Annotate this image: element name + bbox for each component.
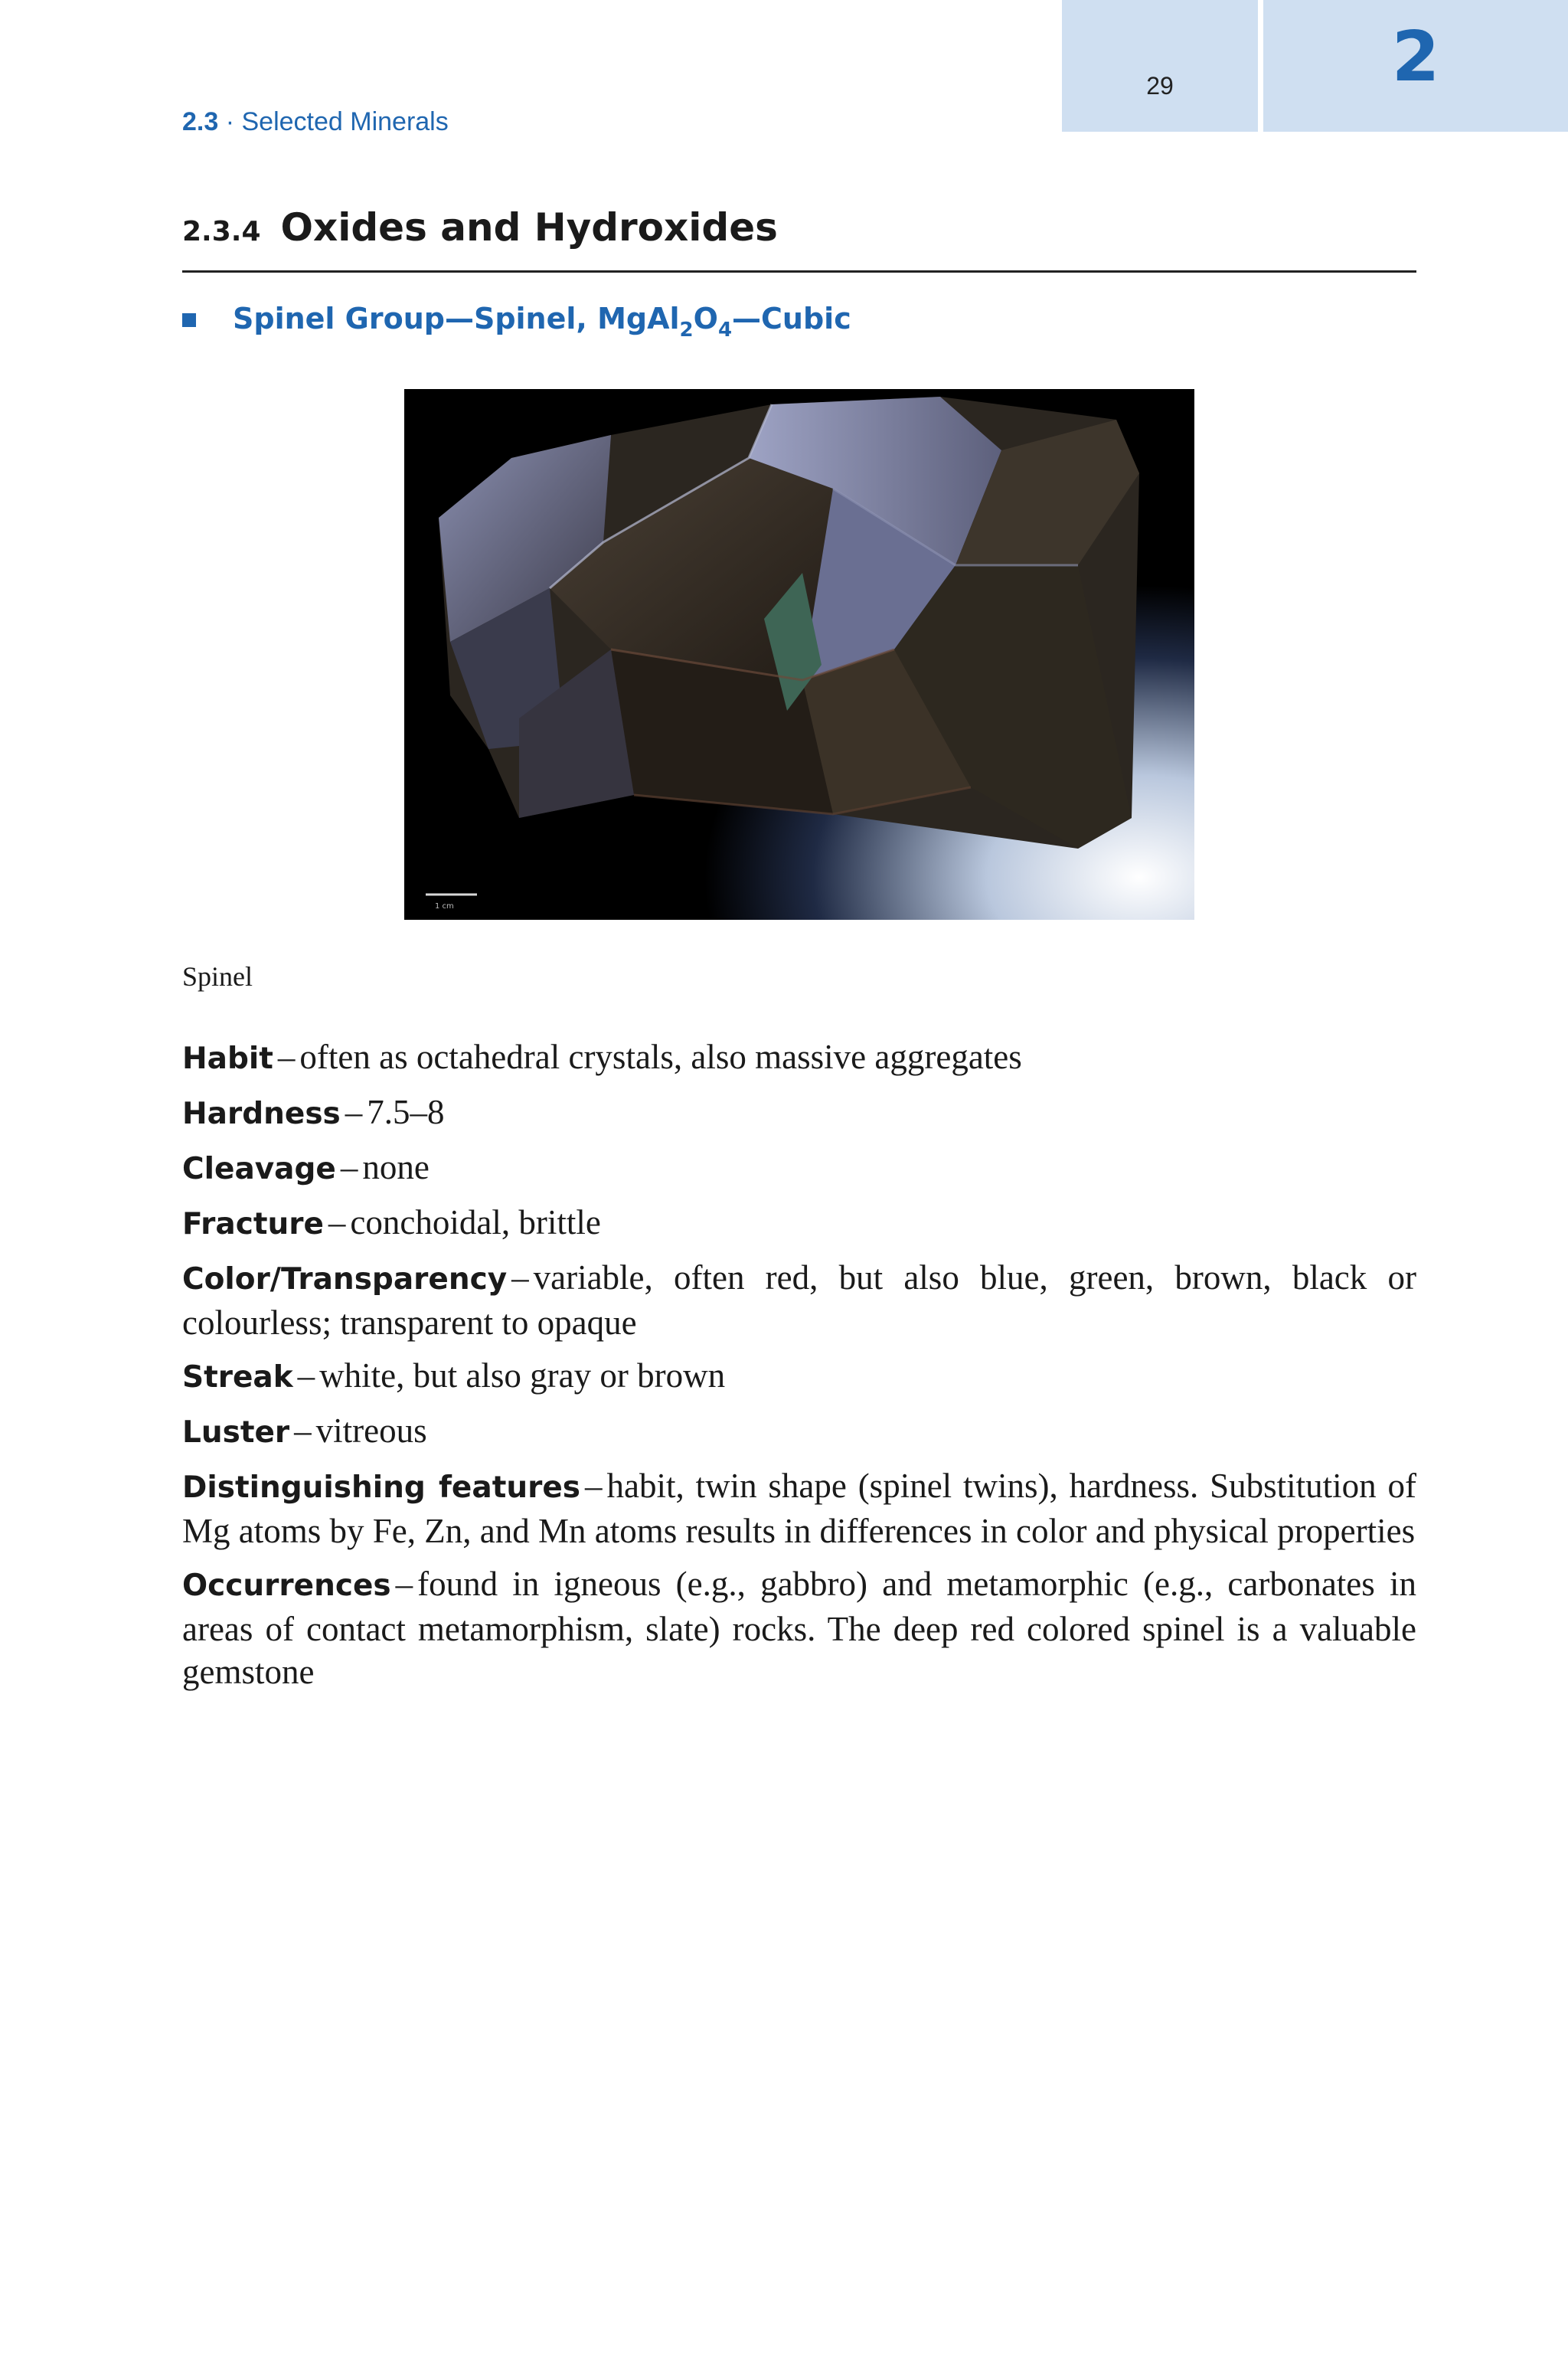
subsection-title bbox=[233, 302, 851, 342]
property-term: Fracture bbox=[182, 1207, 324, 1241]
property-text: conchoidal, brittle bbox=[350, 1203, 601, 1241]
chapter-number: 2 bbox=[1391, 17, 1440, 97]
running-head-separator: · bbox=[218, 107, 242, 136]
property-text: habit, twin shape (spinel twins), hardness. Substitution of Mg atoms by Fe, Zn, and Mn atoms results in differences in color and physical properties bbox=[182, 1467, 1416, 1550]
running-head-title: Selected Minerals bbox=[241, 107, 449, 136]
property-luster: Luster – vitreous bbox=[182, 1411, 427, 1450]
property-habit: Habit – often as octahedral crystals, also massive aggregates bbox=[182, 1038, 1022, 1076]
figure-caption: Spinel bbox=[182, 961, 253, 992]
property-color-transparency: Color/Transparency – variable, often red, but also blue, green, brown, black or colourless; transparent to opaque bbox=[182, 1258, 1416, 1342]
property-text: vitreous bbox=[315, 1411, 427, 1450]
subsection-title-part1: Spinel Group—Spinel, MgAl bbox=[233, 302, 680, 335]
property-hardness: Hardness – 7.5–8 bbox=[182, 1093, 445, 1131]
spinel-crystal-illustration bbox=[404, 389, 1194, 920]
property-text: variable, often red, but also blue, green, brown, black or colourless; transparent to opaque bbox=[182, 1258, 1416, 1342]
section-heading bbox=[182, 205, 1416, 250]
property-text: found in igneous (e.g., gabbro) and metamorphic (e.g., carbonates in areas of contact metamorphism, slate) rocks. The deep red colored spinel is a valuable gemstone bbox=[182, 1565, 1416, 1691]
square-bullet-icon bbox=[182, 313, 196, 327]
property-fracture: Fracture – conchoidal, brittle bbox=[182, 1203, 601, 1241]
property-distinguishing-features: Distinguishing features – habit, twin shape (spinel twins), hardness. Substitution of Mg atoms by Fe, Zn, and Mn atoms results in differences in color and physical properties bbox=[182, 1467, 1416, 1550]
property-term: Cleavage bbox=[182, 1152, 336, 1186]
spinel-photo bbox=[404, 389, 1194, 920]
property-term: Hardness bbox=[182, 1097, 341, 1131]
property-term: Distinguishing features bbox=[182, 1470, 581, 1505]
property-streak: Streak – white, but also gray or brown bbox=[182, 1356, 726, 1395]
subsection-title-part3: —Cubic bbox=[732, 302, 851, 335]
subsection-title-part2: O bbox=[693, 302, 718, 335]
property-text: white, but also gray or brown bbox=[319, 1356, 726, 1395]
property-term: Habit bbox=[182, 1042, 273, 1076]
section-title: Oxides and Hydroxides bbox=[280, 205, 778, 250]
subsection-subscript-2: 4 bbox=[717, 319, 733, 342]
property-cleavage: Cleavage – none bbox=[182, 1148, 430, 1186]
property-term: Streak bbox=[182, 1360, 293, 1395]
page-number-tab bbox=[1062, 0, 1258, 132]
property-term: Luster bbox=[182, 1415, 290, 1450]
property-term: Occurrences bbox=[182, 1568, 391, 1603]
mineral-properties bbox=[182, 1035, 1416, 1703]
running-head bbox=[182, 107, 449, 137]
subsection-subscript-1: 2 bbox=[679, 319, 694, 342]
section-divider bbox=[182, 270, 1416, 273]
property-text: none bbox=[362, 1148, 430, 1186]
section-number: 2.3.4 bbox=[182, 216, 261, 247]
property-text: 7.5–8 bbox=[367, 1093, 445, 1131]
property-text: often as octahedral crystals, also massive aggregates bbox=[299, 1038, 1022, 1076]
property-term: Color/Transparency bbox=[182, 1262, 508, 1297]
page-number: 29 bbox=[1146, 72, 1174, 100]
property-occurrences: Occurrences – found in igneous (e.g., gabbro) and metamorphic (e.g., carbonates in areas of contact metamorphism, slate) rocks. The deep red colored spinel is a valuable gemstone bbox=[182, 1565, 1416, 1691]
running-head-number: 2.3 bbox=[182, 107, 219, 136]
scale-bar-label: 1 cm bbox=[435, 902, 454, 911]
